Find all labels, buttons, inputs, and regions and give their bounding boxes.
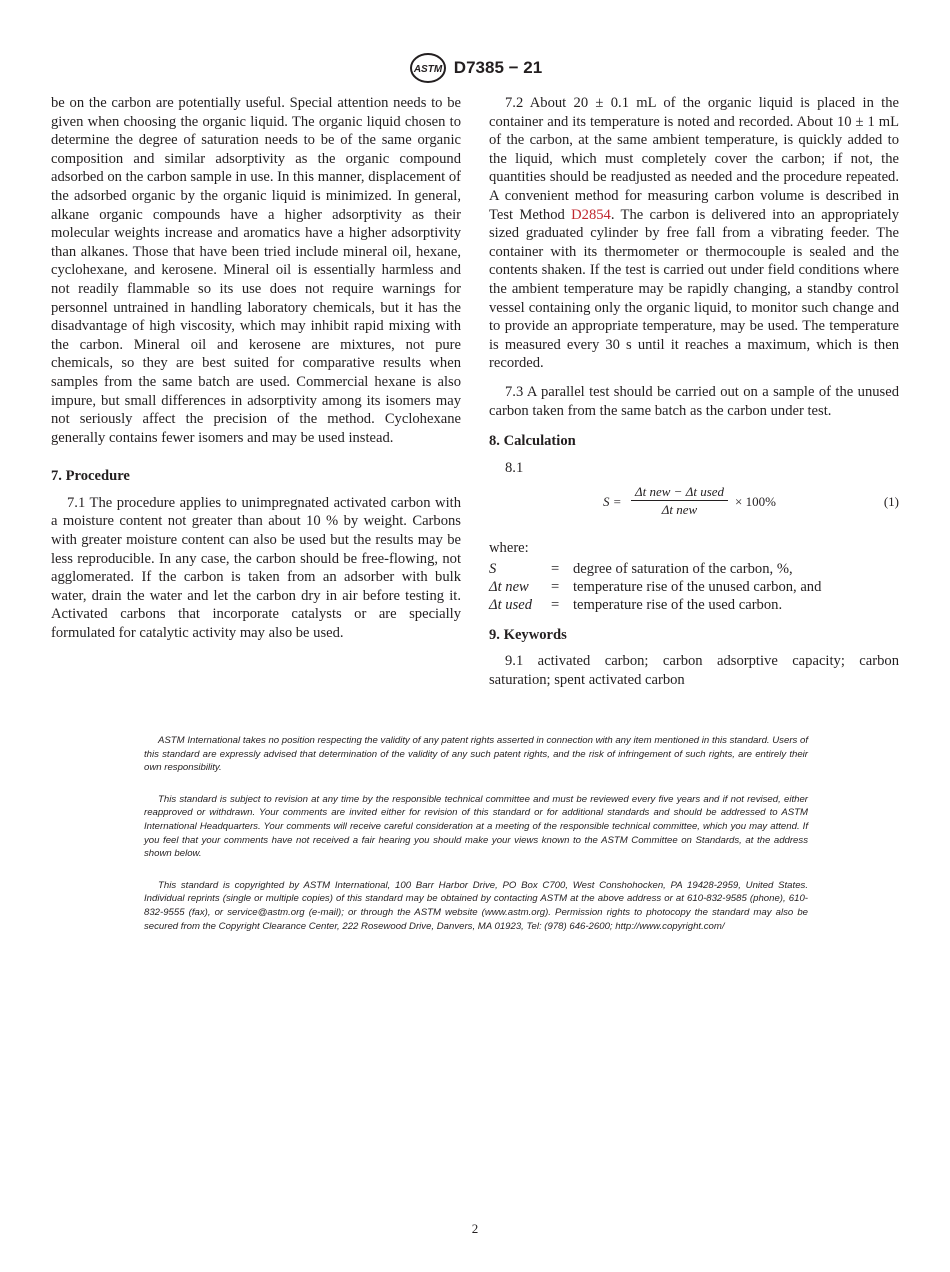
section-7-heading: 7. Procedure bbox=[51, 468, 130, 485]
page-header bbox=[0, 52, 950, 84]
intro-paragraph: be on the carbon are potentially useful. Special attention needs to be given when choosing the organic liquid. The organic liquid chosen to determine the degree of saturation needs to be of the same organic composition and similar adsorptivity as the organic compound adsorbed on the carbon sample in use. In this manner, displacement of the adsorbed organic by the organic liquid is minimized. In general, alkane organic compounds have a higher adsorptivity as their molecular weights increase and aromatics have a higher adsorptivity than alkanes. Those that have been tried include mineral oil, hexane, cyclohexane, and kerosene. Mineral oil is essentially harmless and not readily flammable so its use does not require warnings for personnel untrained in handling laboratory chemicals, but it has the disadvantage of high viscosity, which may inhibit rapid mixing with the carbon. Mineral oil and kerosene are mixtures, not pure chemicals, so they are best suited for comparative results when samples from the same batch are used. Commercial hexane is also impure, but small differences in adsorptivity among its isomers may not seriously affect the precision of the method. Cyclohexane generally contains fewer isomers and may be used instead. bbox=[51, 95, 461, 446]
document-id: D7385 − 21 bbox=[453, 58, 543, 77]
where-equals: = bbox=[551, 578, 560, 595]
paragraph-9-1: 9.1 activated carbon; carbon adsorptive capacity; carbon saturation; spent activated carbon bbox=[489, 653, 899, 689]
where-symbol: Δt used bbox=[489, 596, 533, 613]
page-number: 2 bbox=[471, 1221, 479, 1236]
equation-denominator: Δt new bbox=[661, 502, 698, 518]
equation-number: (1) bbox=[883, 494, 899, 510]
paragraph-7-2 bbox=[489, 94, 899, 373]
legal-notices bbox=[144, 734, 808, 951]
where-definition: temperature rise of the used carbon. bbox=[573, 596, 783, 613]
equation-numerator: Δt new − Δt used bbox=[631, 483, 728, 501]
astm-logo bbox=[408, 52, 448, 84]
equation-rhs: × 100% bbox=[735, 494, 776, 510]
revision-notice: This standard is subject to revision at any time by the responsible technical committee and must be reviewed every five years and if not revised, either reapproved or withdrawn. Your comments are invited either for revision of this standard or for additional standards and should be addressed to ASTM International Headquarters. Your comments will receive careful consideration at a meeting of the responsible technical committee, which you may attend. If you feel that your comments have not received a fair hearing you should make your views known to the ASTM Committee on Standards, at the address shown below. bbox=[144, 793, 808, 860]
where-equals: = bbox=[551, 596, 560, 613]
where-item bbox=[489, 560, 821, 578]
paragraph-8-1: 8.1 bbox=[505, 459, 524, 476]
paragraph-7-1: 7.1 The procedure applies to unimpregnated activated carbon with a moisture content not greater than about 10 % by weight. Carbons with greater moisture content can also be used but the results may be less reproducible. In any case, the carbon should be free-flowing, not agglomerated. If the carbon is taken from an adsorber with bulk water, drain the water and let the carbon dry in air before testing it. Activated carbons that incorporate catalysts or are specially formulated for catalytic activity may also be used. bbox=[51, 494, 461, 642]
section-9-heading: 9. Keywords bbox=[489, 626, 567, 643]
where-definition: temperature rise of the unused carbon, and bbox=[573, 578, 822, 595]
where-equals: = bbox=[551, 560, 560, 577]
equation-fraction bbox=[631, 483, 728, 519]
right-column bbox=[489, 94, 899, 700]
equation-1 bbox=[489, 479, 899, 531]
paragraph-7-3: 7.3 A parallel test should be carried out on a sample of the unused carbon taken from the same batch as the carbon under test. bbox=[489, 383, 899, 419]
equation-lhs: S = bbox=[603, 494, 622, 510]
left-column bbox=[51, 94, 461, 653]
patent-notice: ASTM International takes no position respecting the validity of any patent rights asserted in connection with any item mentioned in this standard. Users of this standard are expressly advised that determination of the validity of any such patent rights, and the risk of infringement of such rights, are entirely their own responsibility. bbox=[144, 735, 808, 774]
where-symbol: Δt new bbox=[489, 578, 529, 595]
paragraph-7-2-text: 7.2 About 20 ± 0.1 mL of the organic liquid is placed in the container and its temperature is noted and recorded. About 10 ± 1 mL of the carbon, at the same ambient temperature, is quickly added to the liquid, which must completely cover the carbon; if not, the quantities should be readjusted as needed and the procedure repeated. A convenient method for measuring carbon volume is described in Test Method bbox=[489, 95, 899, 223]
where-item bbox=[489, 578, 821, 596]
where-item bbox=[489, 596, 821, 614]
copyright-notice: This standard is copyrighted by ASTM International, 100 Barr Harbor Drive, PO Box C700, West Conshohocken, PA 19428-2959, United States. Individual reprints (single or multiple copies) of this standard may be obtained by contacting ASTM at the above address or at 610-832-9585 (phone), 610-832-9555 (fax), or service@astm.org (e-mail); or through the ASTM website (www.astm.org). Permission rights to photocopy the standard may also be secured from the Copyright Clearance Center, 222 Rosewood Drive, Danvers, MA 01923, Tel: (978) 646-2600; http://www.copyright.com/ bbox=[144, 879, 808, 932]
paragraph-7-2-text-cont: . The carbon is delivered into an appropriately sized graduated cylinder by free fall from a vibrating feeder. The container with its thermometer or thermocouple is sealed and the contents shaken. If the test is carried out under field conditions where the ambient temperature may be rapidly changing, a standby control vessel containing only the organic liquid, to monitor such change and to provide an appropriate temperature, may be used. The temperature is measured every 30 s until it reaches a maximum, which is then recorded. bbox=[489, 206, 899, 372]
where-symbol: S bbox=[489, 560, 497, 577]
section-8-heading: 8. Calculation bbox=[489, 433, 576, 450]
astm-logo-text: ASTM bbox=[413, 64, 442, 75]
where-label: where: bbox=[489, 540, 529, 557]
where-definition: degree of saturation of the carbon, %, bbox=[573, 560, 793, 577]
where-list bbox=[489, 560, 821, 614]
d2854-link[interactable]: D2854 bbox=[571, 206, 611, 223]
